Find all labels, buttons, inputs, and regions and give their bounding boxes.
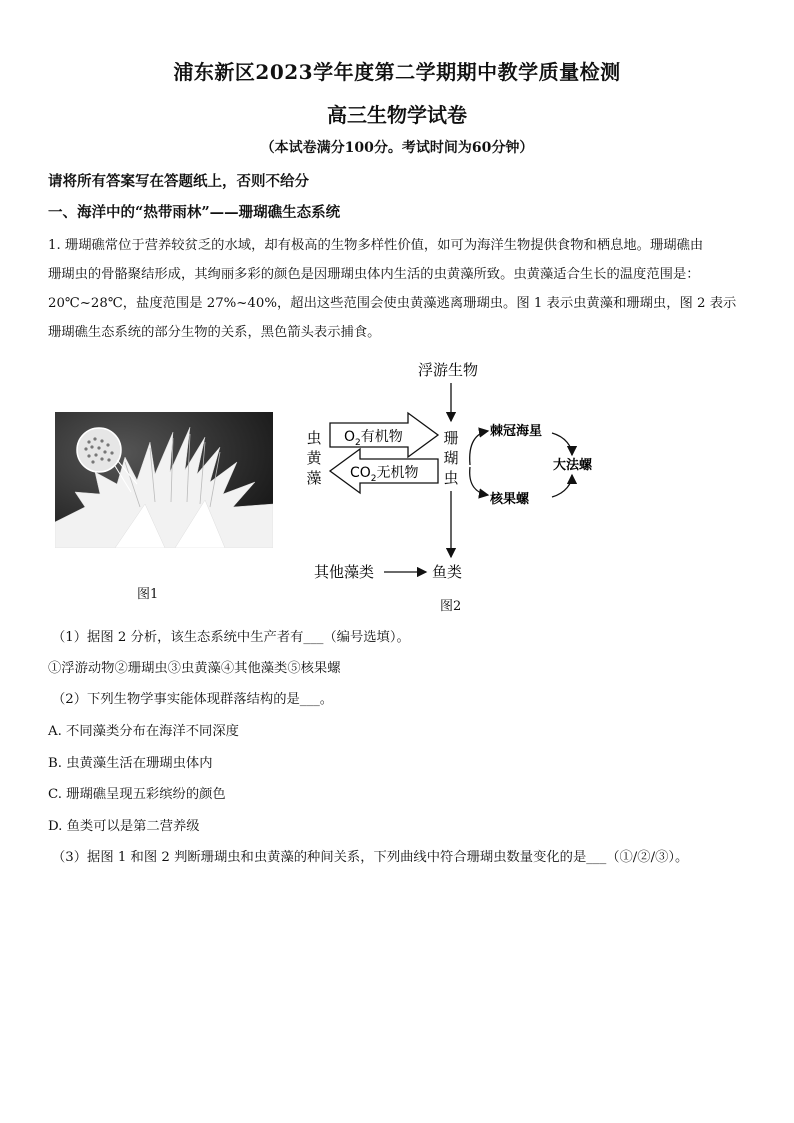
option-d: D. 鱼类可以是第二营养级 <box>48 819 200 834</box>
node-coral-2: 瑚 <box>443 449 459 467</box>
figure-1-caption: 图1 <box>137 587 159 602</box>
option-c: C. 珊瑚礁呈现五彩缤纷的颜色 <box>48 787 226 802</box>
node-snail: 核果螺 <box>490 492 530 507</box>
figure-2-diagram <box>300 355 620 595</box>
arrow-snail-to-triton <box>552 475 572 497</box>
arrow-starfish-to-triton <box>552 433 572 455</box>
paragraph-line: 珊瑚虫的骨骼聚结形成，其绚丽多彩的颜色是因珊瑚虫体内生活的虫黄藻所致。虫黄藻适合生长的温度范围是： <box>48 267 700 282</box>
node-zooxanthellae-2: 黄 <box>306 449 322 467</box>
exam-note: （本试卷满分100分。考试时间为60分钟） <box>260 140 534 156</box>
question-1-3: （3）据图 1 和图 2 判断珊瑚虫和虫黄藻的种间关系，下列曲线中符合珊瑚虫数量变化的是___（①/②/③）。 <box>52 850 689 865</box>
figure-2-caption: 图2 <box>440 599 462 614</box>
node-plankton: 浮游生物 <box>417 361 479 379</box>
exam-title: 浦东新区2023学年度第二学期期中教学质量检测 <box>173 60 621 84</box>
node-coral-3: 虫 <box>443 469 459 487</box>
node-triton: 大法螺 <box>553 458 593 473</box>
question-1-1-options: ①浮游动物②珊瑚虫③虫黄藻④其他藻类⑤核果螺 <box>48 661 341 676</box>
question-1-paragraph <box>48 231 748 347</box>
paragraph-line: 20℃~28℃，盐度范围是 27%~40%，超出这些范围会使虫黄藻逃离珊瑚虫。图 1 表示虫黄藻和珊瑚虫，图 2 表示 <box>48 296 737 311</box>
question-1-1: （1）据图 2 分析，该生态系统中生产者有___（编号选填）。 <box>52 630 410 645</box>
node-starfish: 棘冠海星 <box>490 424 543 439</box>
arrow-coral-to-starfish <box>470 431 488 465</box>
figure-1-image <box>55 412 273 548</box>
node-zooxanthellae-1: 虫 <box>306 429 322 447</box>
node-other-algae: 其他藻类 <box>314 563 375 581</box>
option-b: B. 虫黄藻生活在珊瑚虫体内 <box>48 756 213 771</box>
node-coral-1: 珊 <box>443 429 459 447</box>
arrow-bottom-label: $CO_2$无机物 <box>350 465 419 484</box>
arrow-top-label: $O_2$有机物 <box>344 429 403 448</box>
exam-subtitle: 高三生物学试卷 <box>327 103 467 127</box>
node-zooxanthellae-3: 藻 <box>306 469 322 487</box>
section-heading: 一、海洋中的“热带雨林”——珊瑚礁生态系统 <box>48 204 341 221</box>
paragraph-line: 珊瑚礁生态系统的部分生物的关系，黑色箭头表示捕食。 <box>48 325 381 340</box>
question-1-2: （2）下列生物学事实能体现群落结构的是___。 <box>52 692 334 707</box>
instruction: 请将所有答案写在答题纸上，否则不给分 <box>48 173 309 190</box>
node-fish: 鱼类 <box>432 563 463 581</box>
arrow-coral-to-snail <box>470 467 488 495</box>
option-a: A. 不同藻类分布在海洋不同深度 <box>48 724 239 739</box>
paragraph-line: 1. 珊瑚礁常位于营养较贫乏的水域，却有极高的生物多样性价值，如可为海洋生物提供食物和栖息地。珊瑚礁由 <box>48 238 704 253</box>
